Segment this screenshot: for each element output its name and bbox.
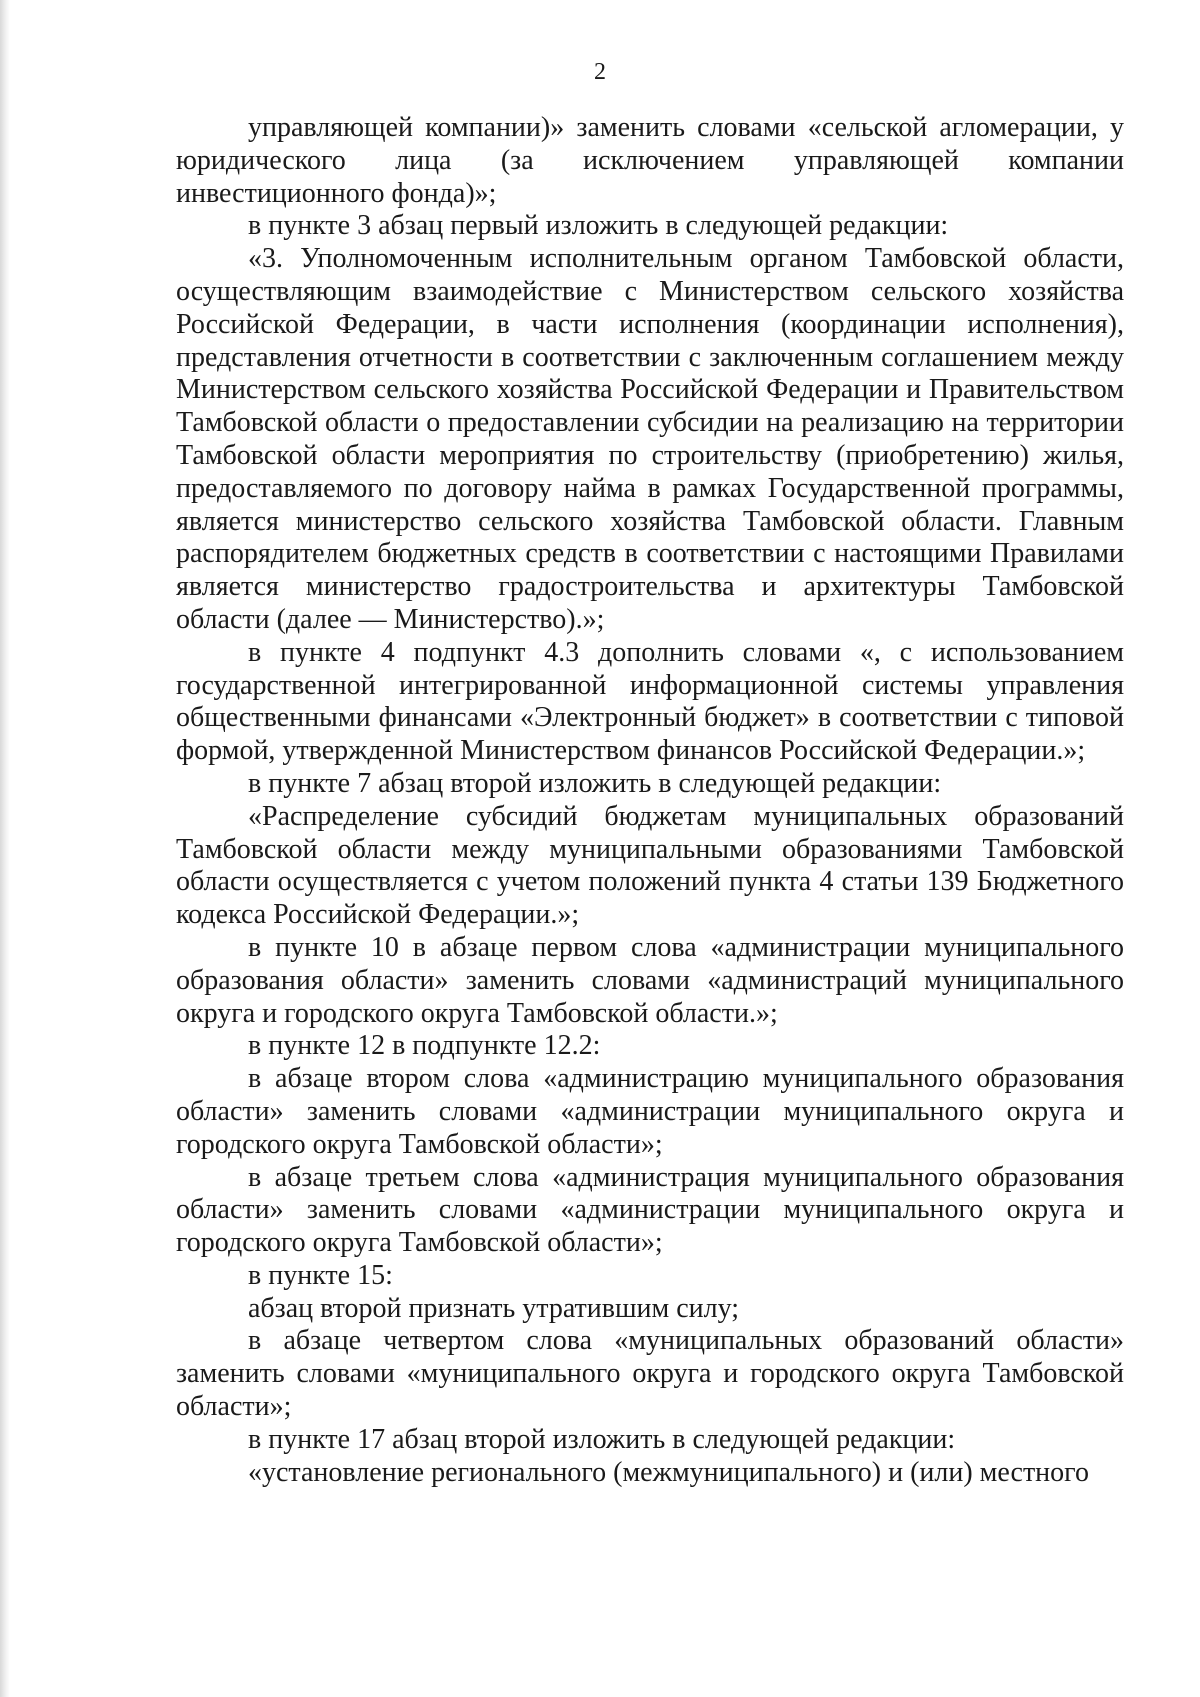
paragraph: «Распределение субсидий бюджетам муниципальных образований Тамбовской области между муниципальными образованиями Тамбовской области осуществляется с учетом положений пункта 4 статьи 139 Бюджетного кодекса Российской Федерации.»;	[176, 800, 1124, 931]
paragraph: в пункте 17 абзац второй изложить в следующей редакции:	[248, 1423, 956, 1455]
paragraph: «установление регионального (межмуниципального) и (или) местного	[248, 1456, 1089, 1488]
page-number: 2	[594, 59, 606, 85]
paragraph: в пункте 10 в абзаце первом слова «администрации муниципального образования области» заменить словами «администраций муниципального округа и городского округа Тамбовской области.»;	[176, 931, 1124, 1029]
scan-edge-shadow	[0, 0, 10, 1697]
paragraph: в абзаце втором слова «администрацию муниципального образования области» заменить словами «администрации муниципального округа и городского округа Тамбовской области»;	[176, 1063, 1124, 1160]
paragraph: в пункте 3 абзац первый изложить в следующей редакции:	[248, 210, 949, 242]
paragraph: в пункте 15:	[248, 1259, 393, 1291]
paragraph: в пункте 7 абзац второй изложить в следующей редакции:	[248, 767, 942, 799]
paragraph: абзац второй признать утратившим силу;	[248, 1292, 740, 1324]
paragraph: в абзаце третьем слова «администрация муниципального образования области» заменить словами «администрации муниципального округа и городского округа Тамбовской области»;	[176, 1161, 1124, 1259]
paragraph: «3. Уполномоченным исполнительным органом Тамбовской области, осуществляющим взаимодействие с Министерством сельского хозяйства Российской Федерации, в части исполнения (координации исполнения), представления отчетности в соответствии с заключенным соглашением между Министерством сельского хозяйства Российской Федерации и Правительством Тамбовской области о предоставлении субсидии на реализацию на территории Тамбовской области мероприятия по строительству (приобретению) жилья, предоставляемого по договору найма в рамках Государственной программы, является министерство сельского хозяйства Тамбовской области. Главным распорядителем бюджетных средств в соответствии с настоящими Правилами является министерство градостроительства и архитектуры Тамбовской области (далее — Министерство).»;	[176, 243, 1124, 635]
paragraph: в пункте 12 в подпункте 12.2:	[248, 1030, 601, 1062]
paragraph: в пункте 4 подпункт 4.3 дополнить словами «, с использованием государственной интегрированной информационной системы управления общественными финансами «Электронный бюджет» в соответствии с типовой формой, утвержденной Министерством финансов Российской Федерации.»;	[176, 636, 1124, 767]
paragraph: в абзаце четвертом слова «муниципальных образований области» заменить словами «муниципального округа и городского округа Тамбовской области»;	[176, 1325, 1124, 1423]
paragraph: управляющей компании)» заменить словами «сельской агломерации, у юридического лица (за исключением управляющей компании инвестиционного фонда)»;	[176, 112, 1124, 209]
document-body	[176, 112, 1124, 1489]
